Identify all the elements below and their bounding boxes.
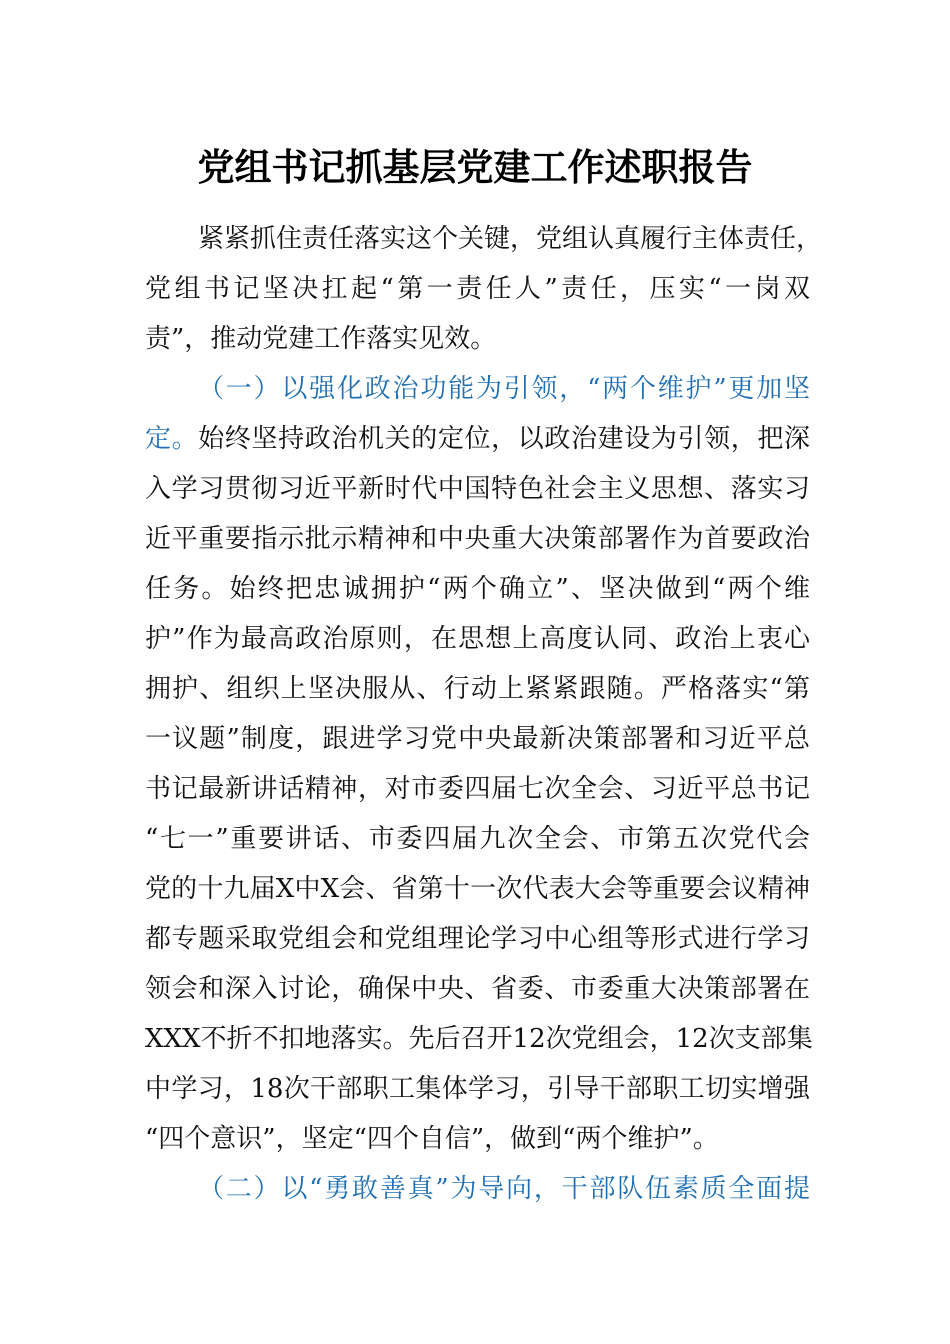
intro-line: 党组书记坚决扛起“第一责任人”责任，压实“一岗双 <box>145 274 810 304</box>
section1-line: 一议题”制度，跟进学习党中央最新决策部署和习近平总 <box>145 724 810 754</box>
section1-text: 始终坚持政治机关的定位，以政治建设为引领，把深 <box>198 424 810 454</box>
section-heading-1-end: 定。 <box>145 424 199 454</box>
section1-line: “七一”重要讲话、市委四届九次全会、市第五次党代会 <box>145 824 810 854</box>
section1-line: 任务。始终把忠诚拥护“两个确立”、坚决做到“两个维 <box>145 574 810 604</box>
intro-line: 责”，推动党建工作落实见效。 <box>145 324 497 354</box>
section1-line: 入学习贯彻习近平新时代中国特色社会主义思想、落实习 <box>145 474 810 504</box>
section1-line: XXX不折不扣地落实。先后召开12次党组会，12次支部集 <box>145 1024 813 1054</box>
section1-line: 中学习，18次干部职工集体学习，引导干部职工切实增强 <box>145 1074 810 1104</box>
document-title: 党组书记抓基层党建工作述职报告 <box>197 145 753 189</box>
section1-line: 领会和深入讨论，确保中央、省委、市委重大决策部署在 <box>145 974 810 1004</box>
section1-line: 近平重要指示批示精神和中央重大决策部署作为首要政治 <box>145 524 810 554</box>
section1-line: “四个意识”，坚定“四个自信”，做到“两个维护”。 <box>145 1124 719 1154</box>
section1-line: 书记最新讲话精神，对市委四届七次全会、习近平总书记 <box>145 774 810 804</box>
section1-line <box>145 414 810 464</box>
intro-line: 紧紧抓住责任落实这个关键，党组认真履行主体责任， <box>198 224 823 254</box>
section1-line: 护”作为最高政治原则，在思想上高度认同、政治上衷心 <box>145 624 810 654</box>
section-heading-1: （一）以强化政治功能为引领，“两个维护”更加坚 <box>198 374 810 404</box>
section1-line: 都专题采取党组会和党组理论学习中心组等形式进行学习 <box>145 924 810 954</box>
section-heading-2: （二）以“勇敢善真”为导向，干部队伍素质全面提 <box>198 1174 810 1204</box>
section1-line: 党的十九届X中X会、省第十一次代表大会等重要会议精神 <box>145 874 810 904</box>
section1-line: 拥护、组织上坚决服从、行动上紧紧跟随。严格落实“第 <box>145 674 810 704</box>
